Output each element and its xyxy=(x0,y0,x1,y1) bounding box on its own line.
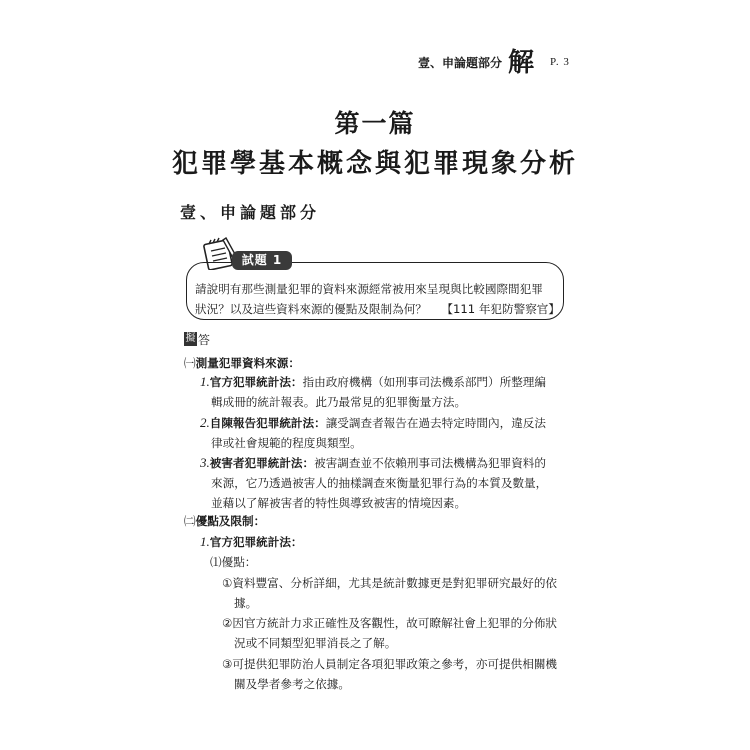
part-title: 第一篇 xyxy=(334,109,416,138)
answer-mark: 擬 xyxy=(185,333,196,344)
question-line-2: 狀況？以及這些資料來源的優點及限制為何？ xyxy=(195,302,427,316)
answer-label xyxy=(184,331,210,347)
item-1-line-1: 1.官方犯罪統計法：指由政府機構（如刑事司法機系部門）所整理編 xyxy=(200,374,546,389)
question-line-1: 請說明有那些測量犯罪的資料來源經常被用來呈現與比較國際間犯罪 xyxy=(195,282,543,296)
point-2-line-1: ②因官方統計力求正確性及客觀性，故可瞭解社會上犯罪的分佈狀 xyxy=(222,616,558,630)
item-3-line-2: 來源，它乃透過被害人的抽樣調查來衡量犯罪行為的本質及數量， xyxy=(211,476,548,490)
question-tab: 試題 1 xyxy=(232,251,292,270)
point-1-line-2: 據。 xyxy=(234,596,258,610)
item-2-line-2: 律或社會規範的程度與類型。 xyxy=(211,436,362,450)
item-4-line-1: 1.官方犯罪統計法： xyxy=(200,534,303,549)
item-2-line-1: 2.自陳報告犯罪統計法：讓受調查者報告在過去特定時間內，違反法 xyxy=(200,415,546,430)
point-1-line-1: ①資料豐富、分析詳細，尤其是統計數據更是對犯罪研究最好的依 xyxy=(222,576,558,590)
answer-char: 答 xyxy=(198,332,211,347)
section-heading: 壹、申論題部分 xyxy=(180,203,321,222)
page-number: P. 3 xyxy=(550,56,570,68)
item-3-line-1: 3.被害者犯罪統計法：被害調查並不依賴刑事司法機構為犯罪資料的 xyxy=(200,455,546,470)
question-source: 【111 年犯防警察官】 xyxy=(441,302,560,316)
section-1-heading: ㈠測量犯罪資料來源： xyxy=(184,356,300,370)
chapter-title: 犯罪學基本概念與犯罪現象分析 xyxy=(171,149,578,179)
question-text xyxy=(195,279,560,319)
running-header-section: 壹、申論題部分 xyxy=(418,56,503,70)
point-3-line-2: 關及學者參考之依據。 xyxy=(234,677,350,691)
section-2-heading: ㈡優點及限制： xyxy=(184,514,266,528)
item-3-line-3: 並藉以了解被害者的特性與導致被害的情境因素。 xyxy=(211,496,467,510)
point-3-line-1: ③可提供犯罪防治人員制定各項犯罪政策之參考，亦可提供相關機 xyxy=(222,657,558,671)
point-2-line-2: 況或不同類型犯罪消長之了解。 xyxy=(234,636,397,650)
item-1-line-2: 輯成冊的統計報表。此乃最常見的犯罪衡量方法。 xyxy=(211,395,467,409)
running-header xyxy=(400,42,580,78)
running-header-jie: 解 xyxy=(508,48,535,78)
sub-heading-advantages: ⑴優點： xyxy=(210,555,257,569)
